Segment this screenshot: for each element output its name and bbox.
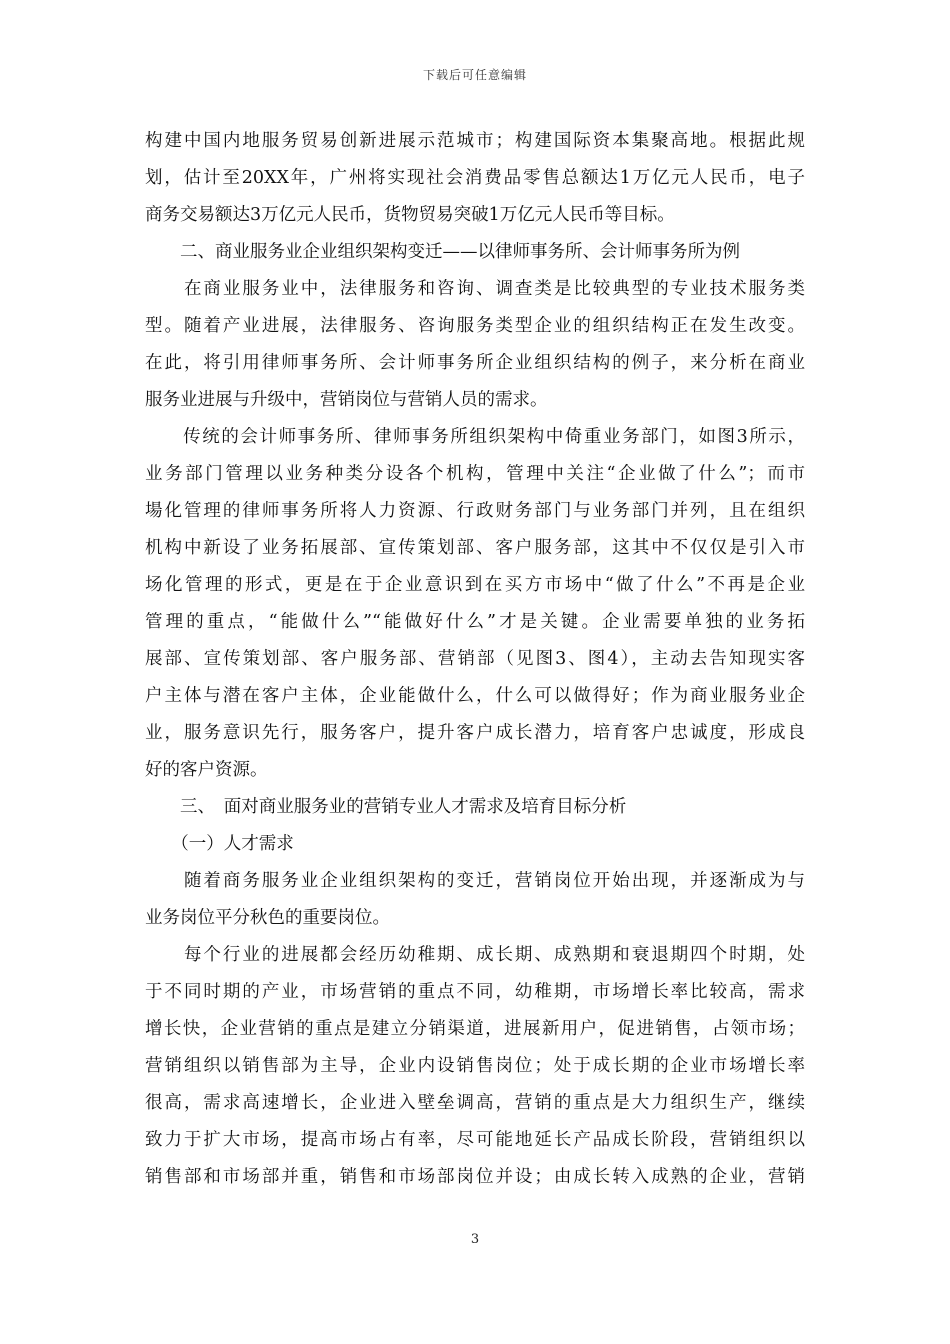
text-line: 营销组织以销售部为主导，企业内设销售岗位；处于成长期的企业市场增长率	[145, 1056, 805, 1076]
text-line: 展部、宣传策划部、客户服务部、营销部（见图3、图4），主动去告知现实客	[145, 649, 805, 669]
text-line: 在此，将引用律师事务所、会计师事务所企业组织结构的例子，来分析在商业	[145, 353, 805, 373]
text-line: 致力于扩大市场，提高市场占有率，尽可能地延长产品成长阶段，营销组织以	[145, 1130, 805, 1150]
text-line: 場化管理的律师事务所将人力资源、行政财务部门与业务部门并列，且在组织	[145, 501, 805, 521]
text-line: 三、 面对商业服务业的营销专业人才需求及培育目标分析	[145, 797, 627, 817]
document-body	[145, 123, 805, 1196]
text-line: 二、商业服务业企业组织架构变迁——以律师事务所、会计师事务所为例	[145, 242, 740, 262]
text-line: 业，服务意识先行，服务客户，提升客户成长潜力，培育客户忠诚度，形成良	[145, 723, 805, 743]
text-line: 服务业进展与升级中，营销岗位与营销人员的需求。	[145, 390, 548, 410]
text-line: 每个行业的进展都会经历幼稚期、成长期、成熟期和衰退期四个时期，处	[145, 945, 805, 965]
text-line: 好的客户资源。	[145, 760, 268, 780]
text-line: 业务岗位平分秋色的重要岗位。	[145, 908, 390, 928]
text-line: （一）人才需求	[145, 834, 294, 854]
text-line: 传统的会计师事务所、律师事务所组织架构中倚重业务部门，如图3所示，	[145, 427, 805, 447]
text-line: 划，估计至20XX年，广州将实现社会消费品零售总额达1万亿元人民币，电子	[145, 168, 805, 188]
text-line: 很高，需求高速增长，企业进入壁垒调高，营销的重点是大力组织生产，继续	[145, 1093, 805, 1113]
text-line: 户主体与潜在客户主体，企业能做什么，什么可以做得好；作为商业服务业企	[145, 686, 805, 706]
text-line: 管理的重点，“能做什么”“能做好什么”才是关键。企业需要单独的业务拓	[145, 612, 805, 632]
text-line: 构建中国内地服务贸易创新进展示范城市；构建国际资本集聚高地。根据此规	[145, 131, 805, 151]
page-header: 下载后可任意编辑	[422, 68, 527, 82]
text-line: 增长快，企业营销的重点是建立分销渠道，进展新用户，促进销售，占领市场；	[145, 1019, 805, 1039]
text-line: 机构中新设了业务拓展部、宣传策划部、客户服务部，这其中不仅仅是引入市	[145, 538, 805, 558]
text-line: 在商业服务业中，法律服务和咨询、调查类是比较典型的专业技术服务类	[145, 279, 805, 299]
page-number: 3	[470, 1232, 480, 1247]
text-line: 于不同时期的产业，市场营销的重点不同，幼稚期，市场增长率比较高，需求	[145, 982, 805, 1002]
text-line: 随着商务服务业企业组织架构的变迁，营销岗位开始出现，并逐渐成为与	[145, 871, 805, 891]
text-line: 场化管理的形式，更是在于企业意识到在买方市场中“做了什么”不再是企业	[145, 575, 805, 595]
text-line: 销售部和市场部并重，销售和市场部岗位并设；由成长转入成熟的企业，营销	[145, 1167, 805, 1187]
text-line: 业务部门管理以业务种类分设各个机构，管理中关注“企业做了什么”；而市	[145, 464, 805, 484]
text-line: 型。随着产业进展，法律服务、咨询服务类型企业的组织结构正在发生改变。	[145, 316, 805, 336]
text-line: 商务交易额达3万亿元人民币，货物贸易突破1万亿元人民币等目标。	[145, 205, 675, 225]
